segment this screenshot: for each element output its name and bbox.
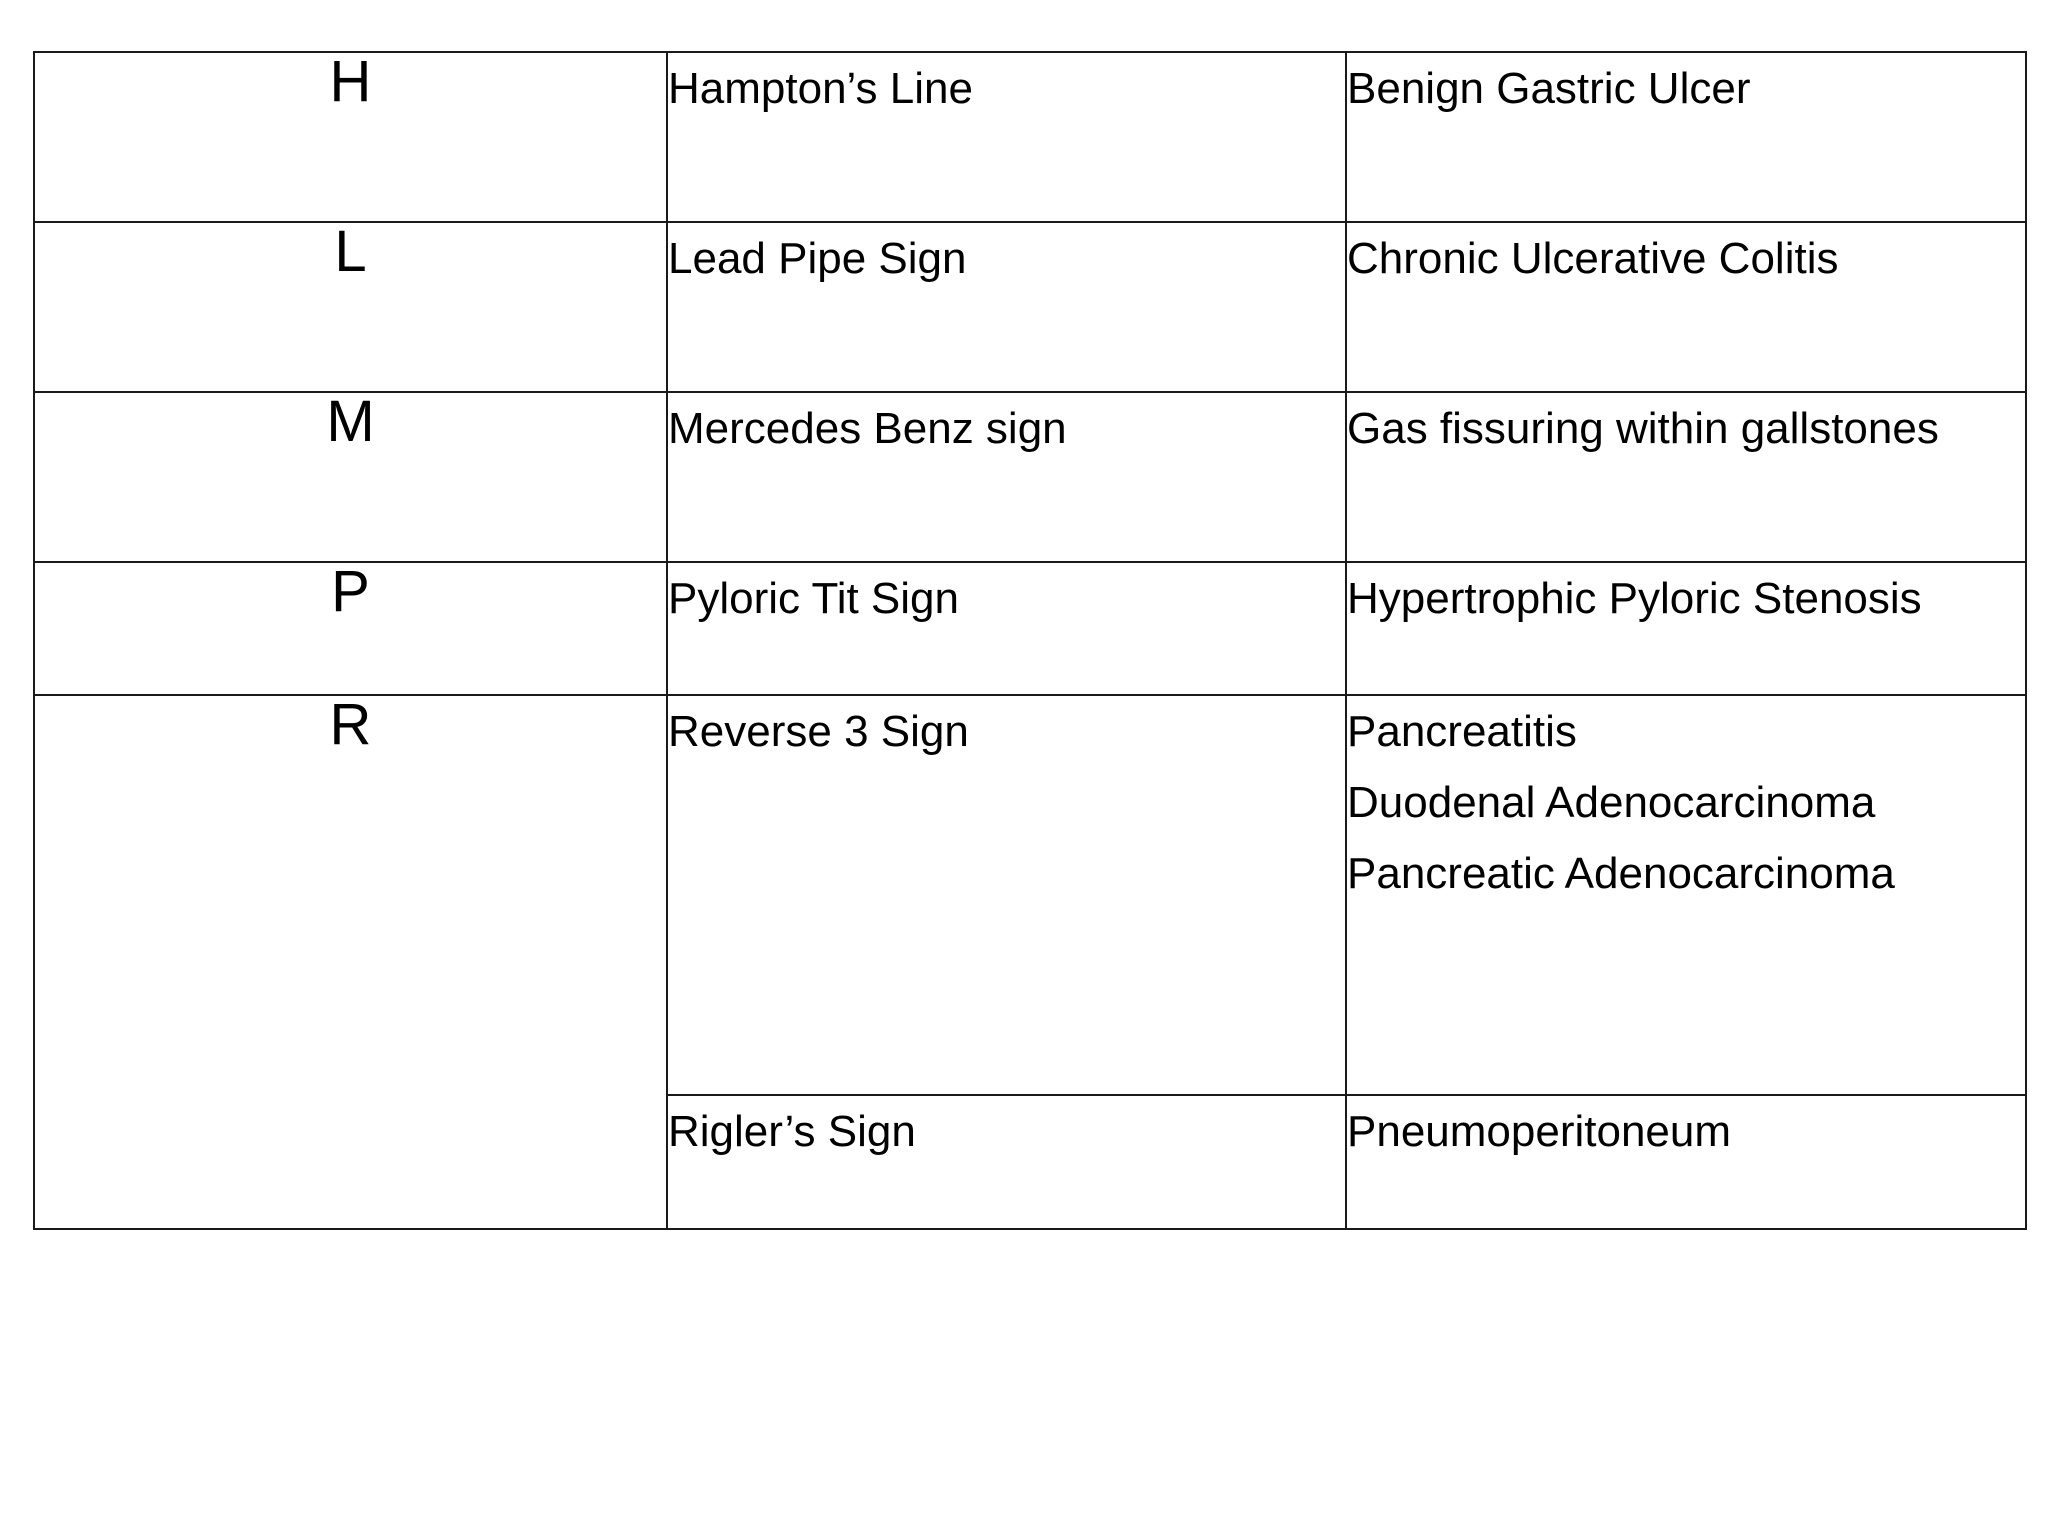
sign-cell: Mercedes Benz sign (667, 392, 1346, 562)
condition-text: Pancreatic Adenocarcinoma (1347, 849, 1895, 898)
condition-cell (1346, 392, 2026, 562)
table-row (34, 695, 2026, 1095)
letter-cell: R (34, 695, 667, 1229)
table-row (34, 392, 2026, 562)
condition-text: Duodenal Adenocarcinoma (1347, 778, 1876, 827)
sign-cell: Lead Pipe Sign (667, 222, 1346, 392)
condition-text: Chronic Ulcerative Colitis (1347, 234, 1839, 283)
condition-text: Gas fissuring within gallstones (1347, 404, 1939, 453)
sign-cell: Reverse 3 Sign (667, 695, 1346, 1095)
sign-cell: Hampton’s Line (667, 52, 1346, 222)
letter-cell: L (34, 222, 667, 392)
condition-text: Hypertrophic Pyloric Stenosis (1347, 574, 1922, 623)
table-row (34, 52, 2026, 222)
letter-cell: H (34, 52, 667, 222)
radiology-signs-table (33, 51, 2027, 1230)
condition-text: Pancreatitis (1347, 707, 1577, 756)
letter-cell: P (34, 562, 667, 695)
letter-cell: M (34, 392, 667, 562)
table-row (34, 222, 2026, 392)
condition-cell (1346, 222, 2026, 392)
condition-text: Pneumoperitoneum (1347, 1107, 1732, 1156)
condition-cell (1346, 1095, 2026, 1229)
sign-cell: Rigler’s Sign (667, 1095, 1346, 1229)
condition-cell (1346, 695, 2026, 1095)
condition-cell (1346, 52, 2026, 222)
condition-text: Benign Gastric Ulcer (1347, 64, 1751, 113)
sign-cell: Pyloric Tit Sign (667, 562, 1346, 695)
condition-cell (1346, 562, 2026, 695)
table-row (34, 562, 2026, 695)
